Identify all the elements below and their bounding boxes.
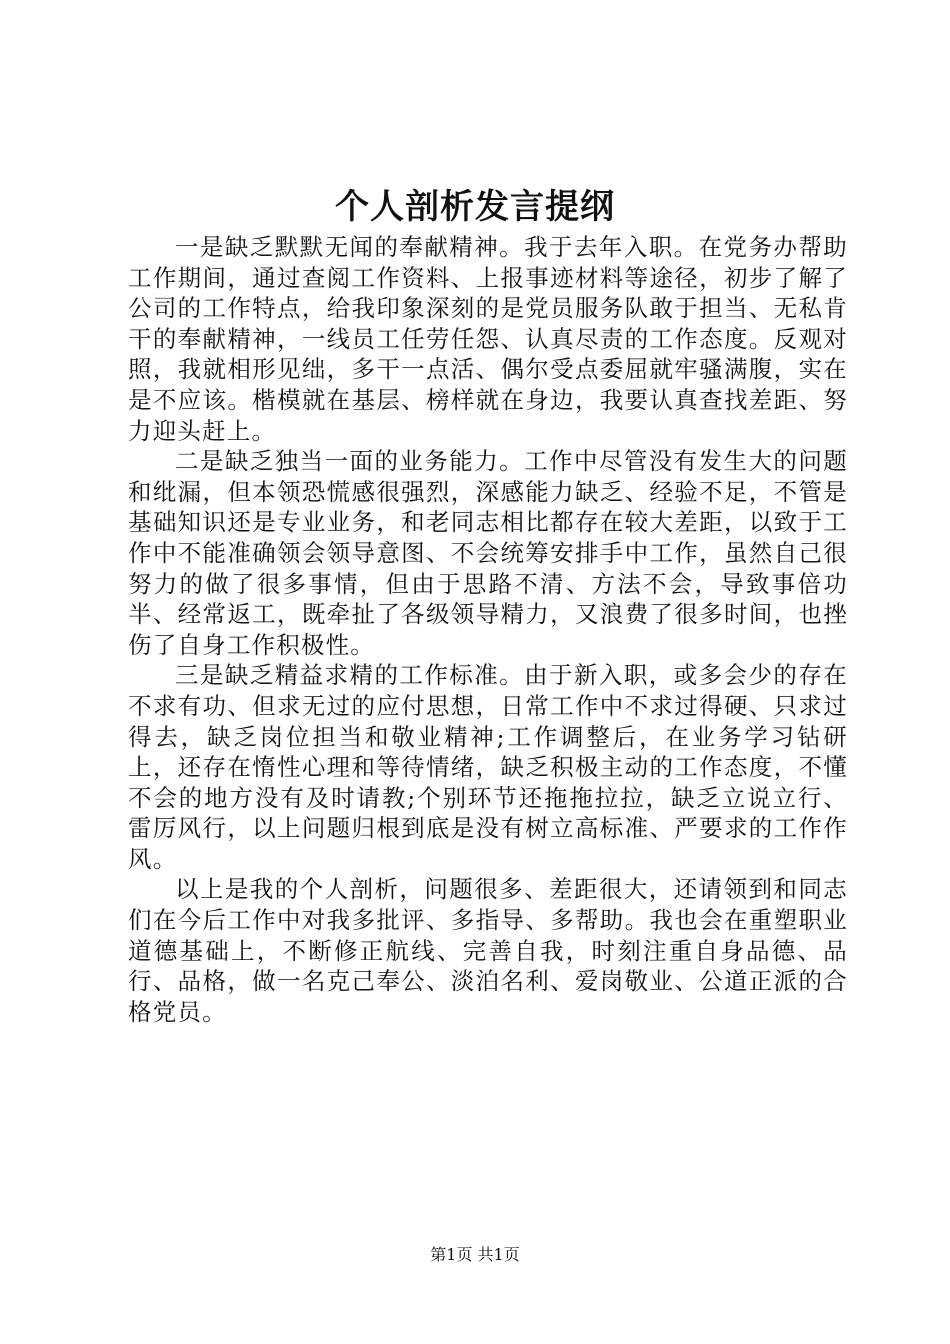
document-body <box>128 232 848 1027</box>
paragraph-4: 以上是我的个人剖析，问题很多、差距很大，还请领到和同志们在今后工作中对我多批评、多指导、多帮助。我也会在重塑职业道德基础上，不断修正航线、完善自我，时刻注重自身品德、品行、品格，做一名克己奉公、淡泊名利、爱岗敬业、公道正派的合格党员。 <box>128 875 848 1026</box>
paragraph-2: 二是缺乏独当一面的业务能力。工作中尽管没有发生大的问题和纰漏，但本领恐慌感很强烈，深感能力缺乏、经验不足，不管是基础知识还是专业业务，和老同志相比都存在较大差距，以致于工作中不能准确领会领导意图、不会统筹安排手中工作，虽然自己很努力的做了很多事情，但由于思路不清、方法不会，导致事倍功半、经常返工，既牵扯了各级领导精力，又浪费了很多时间，也挫伤了自身工作积极性。 <box>128 447 848 659</box>
page-footer: 第1页 共1页 <box>430 1245 520 1264</box>
paragraph-3: 三是缺乏精益求精的工作标准。由于新入职，或多会少的存在不求有功、但求无过的应付思想，日常工作中不求过得硬、只求过得去，缺乏岗位担当和敬业精神;工作调整后，在业务学习钻研上，还存在惰性心理和等待情绪，缺乏积极主动的工作态度，不懂不会的地方没有及时请教;个别环节还拖拖拉拉，缺乏立说立行、雷厉风行，以上问题归根到底是没有树立高标准、严要求的工作作风。 <box>128 661 848 873</box>
paragraph-1: 一是缺乏默默无闻的奉献精神。我于去年入职。在党务办帮助工作期间，通过查阅工作资料、上报事迹材料等途径，初步了解了公司的工作特点，给我印象深刻的是党员服务队敢于担当、无私肯干的奉献精神，一线员工任劳任怨、认真尽责的工作态度。反观对照，我就相形见绌，多干一点活、偶尔受点委屈就牢骚满腹，实在是不应该。楷模就在基层、榜样就在身边，我要认真查找差距、努力迎头赶上。 <box>128 233 848 445</box>
document-title: 个人剖析发言提纲 <box>335 187 615 227</box>
